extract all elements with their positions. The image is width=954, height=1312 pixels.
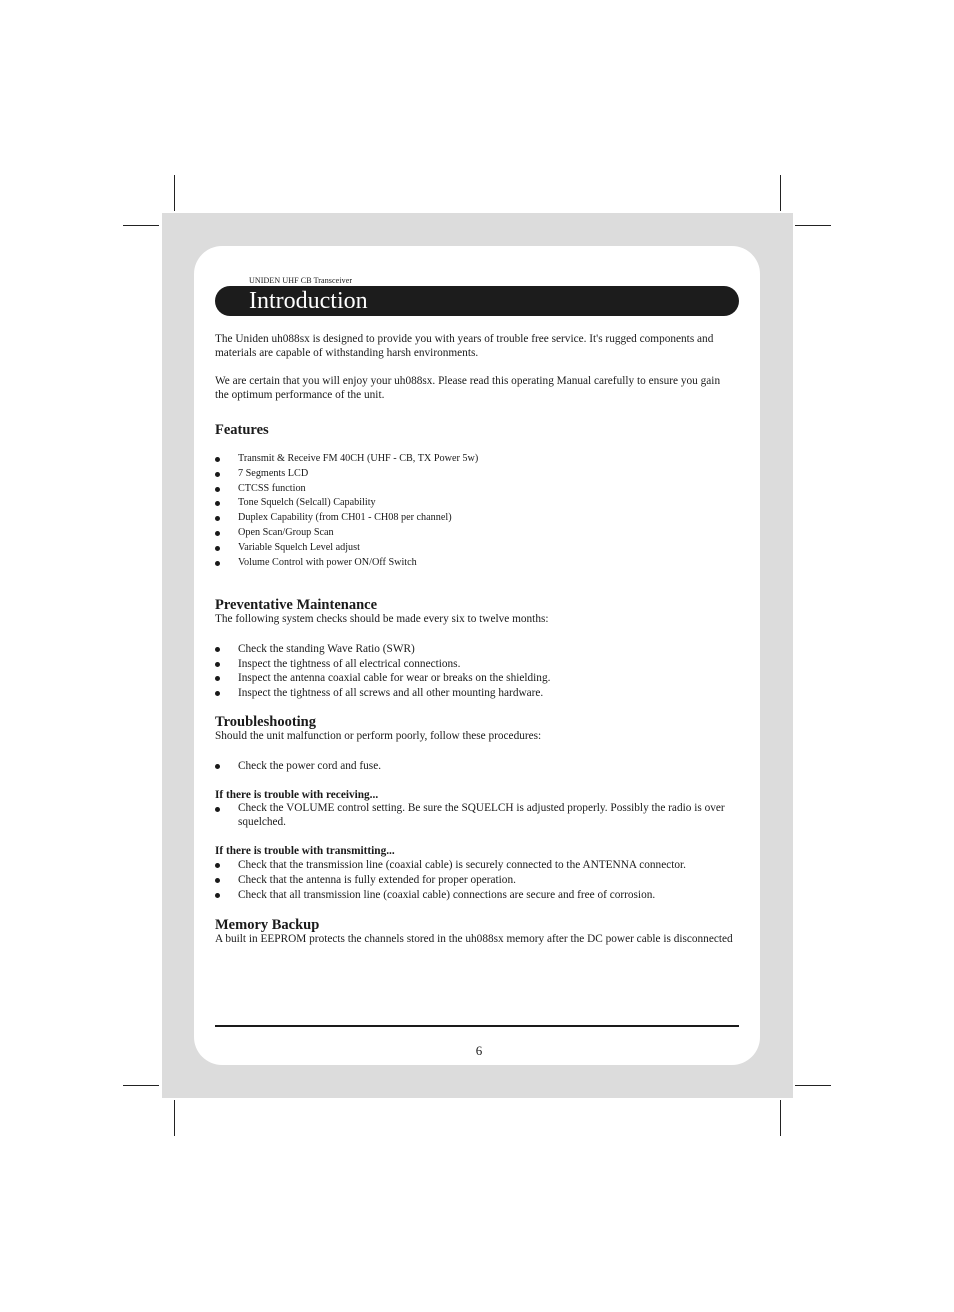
receiving-subheading: If there is trouble with receiving... [215,789,379,802]
list-item: Inspect the tightness of all electrical connections. [215,657,735,672]
bullet-icon [215,561,220,566]
troubleshooting-heading: Troubleshooting [215,714,316,731]
bullet-icon [215,457,220,462]
footer-rule [215,1025,739,1027]
bullet-icon [215,546,220,551]
bullet-icon [215,501,220,506]
bullet-icon [215,487,220,492]
bullet-icon [215,807,220,812]
intro-paragraph-1: The Uniden uh088sx is designed to provide you with years of trouble free service. It's rugged components and materials are capable of withstanding harsh environments. [215,333,714,359]
crop-mark-top-left-vertical [174,175,175,211]
maintenance-intro: The following system checks should be made every six to twelve months: [215,613,549,626]
page-number: 6 [475,1043,483,1058]
list-item: Tone Squelch (Selcall) Capability [215,496,735,511]
list-item: Check that the transmission line (coaxial cable) is securely connected to the ANTENNA connector. [215,858,735,873]
crop-mark-bottom-right-horizontal [795,1085,831,1086]
bullet-icon [215,647,220,652]
crop-mark-bottom-left-vertical [174,1100,175,1136]
list-item: 7 Segments LCD [215,467,735,482]
list-item: Duplex Capability (from CH01 - CH08 per channel) [215,511,735,526]
bullet-icon [215,531,220,536]
maintenance-list [215,642,735,701]
list-item: Transmit & Receive FM 40CH (UHF - CB, TX Power 5w) [215,452,735,467]
features-heading: Features [215,422,269,438]
bullet-icon [215,691,220,696]
list-item: Variable Squelch Level adjust [215,541,735,556]
list-item: Check the VOLUME control setting. Be sure the SQUELCH is adjusted properly. Possibly the radio is over squelched. [215,802,735,829]
crop-mark-bottom-right-vertical [780,1100,781,1136]
list-item: Check the standing Wave Ratio (SWR) [215,642,735,657]
list-item: Check the power cord and fuse. [215,759,735,774]
bullet-icon [215,676,220,681]
transmitting-subheading: If there is trouble with transmitting... [215,845,395,858]
memory-text: A built in EEPROM protects the channels stored in the uh088sx memory after the DC power cable is disconnected [215,932,733,945]
bullet-icon [215,764,220,769]
running-head: UNIDEN UHF CB Transceiver [249,276,353,285]
list-item: Volume Control with power ON/Off Switch [215,556,735,571]
crop-mark-top-left-horizontal [123,225,159,226]
list-item: Open Scan/Group Scan [215,526,735,541]
bullet-icon [215,863,220,868]
transmitting-list [215,858,735,902]
bullet-icon [215,893,220,898]
bullet-icon [215,516,220,521]
crop-mark-bottom-left-horizontal [123,1085,159,1086]
receiving-list [215,802,735,829]
page-title: Introduction [249,288,368,314]
bullet-icon [215,662,220,667]
list-item: Check that all transmission line (coaxial cable) connections are secure and free of corrosion. [215,888,735,903]
list-item: Check that the antenna is fully extended for proper operation. [215,873,735,888]
list-item: Inspect the tightness of all screws and all other mounting hardware. [215,686,735,701]
crop-mark-top-right-vertical [780,175,781,211]
intro-paragraph-2: We are certain that you will enjoy your uh088sx. Please read this operating Manual carefully to ensure you gain the optimum performance of the unit. [215,375,721,401]
main-content [215,333,735,946]
maintenance-heading: Preventative Maintenance [215,597,378,614]
troubleshooting-intro: Should the unit malfunction or perform poorly, follow these procedures: [215,730,542,743]
memory-heading: Memory Backup [215,916,320,933]
title-bar [215,286,739,316]
troubleshooting-general-list [215,759,735,774]
list-item: Inspect the antenna coaxial cable for wear or breaks on the shielding. [215,671,735,686]
features-list [215,452,735,570]
bullet-icon [215,878,220,883]
list-item: CTCSS function [215,482,735,497]
bullet-icon [215,472,220,477]
crop-mark-top-right-horizontal [795,225,831,226]
